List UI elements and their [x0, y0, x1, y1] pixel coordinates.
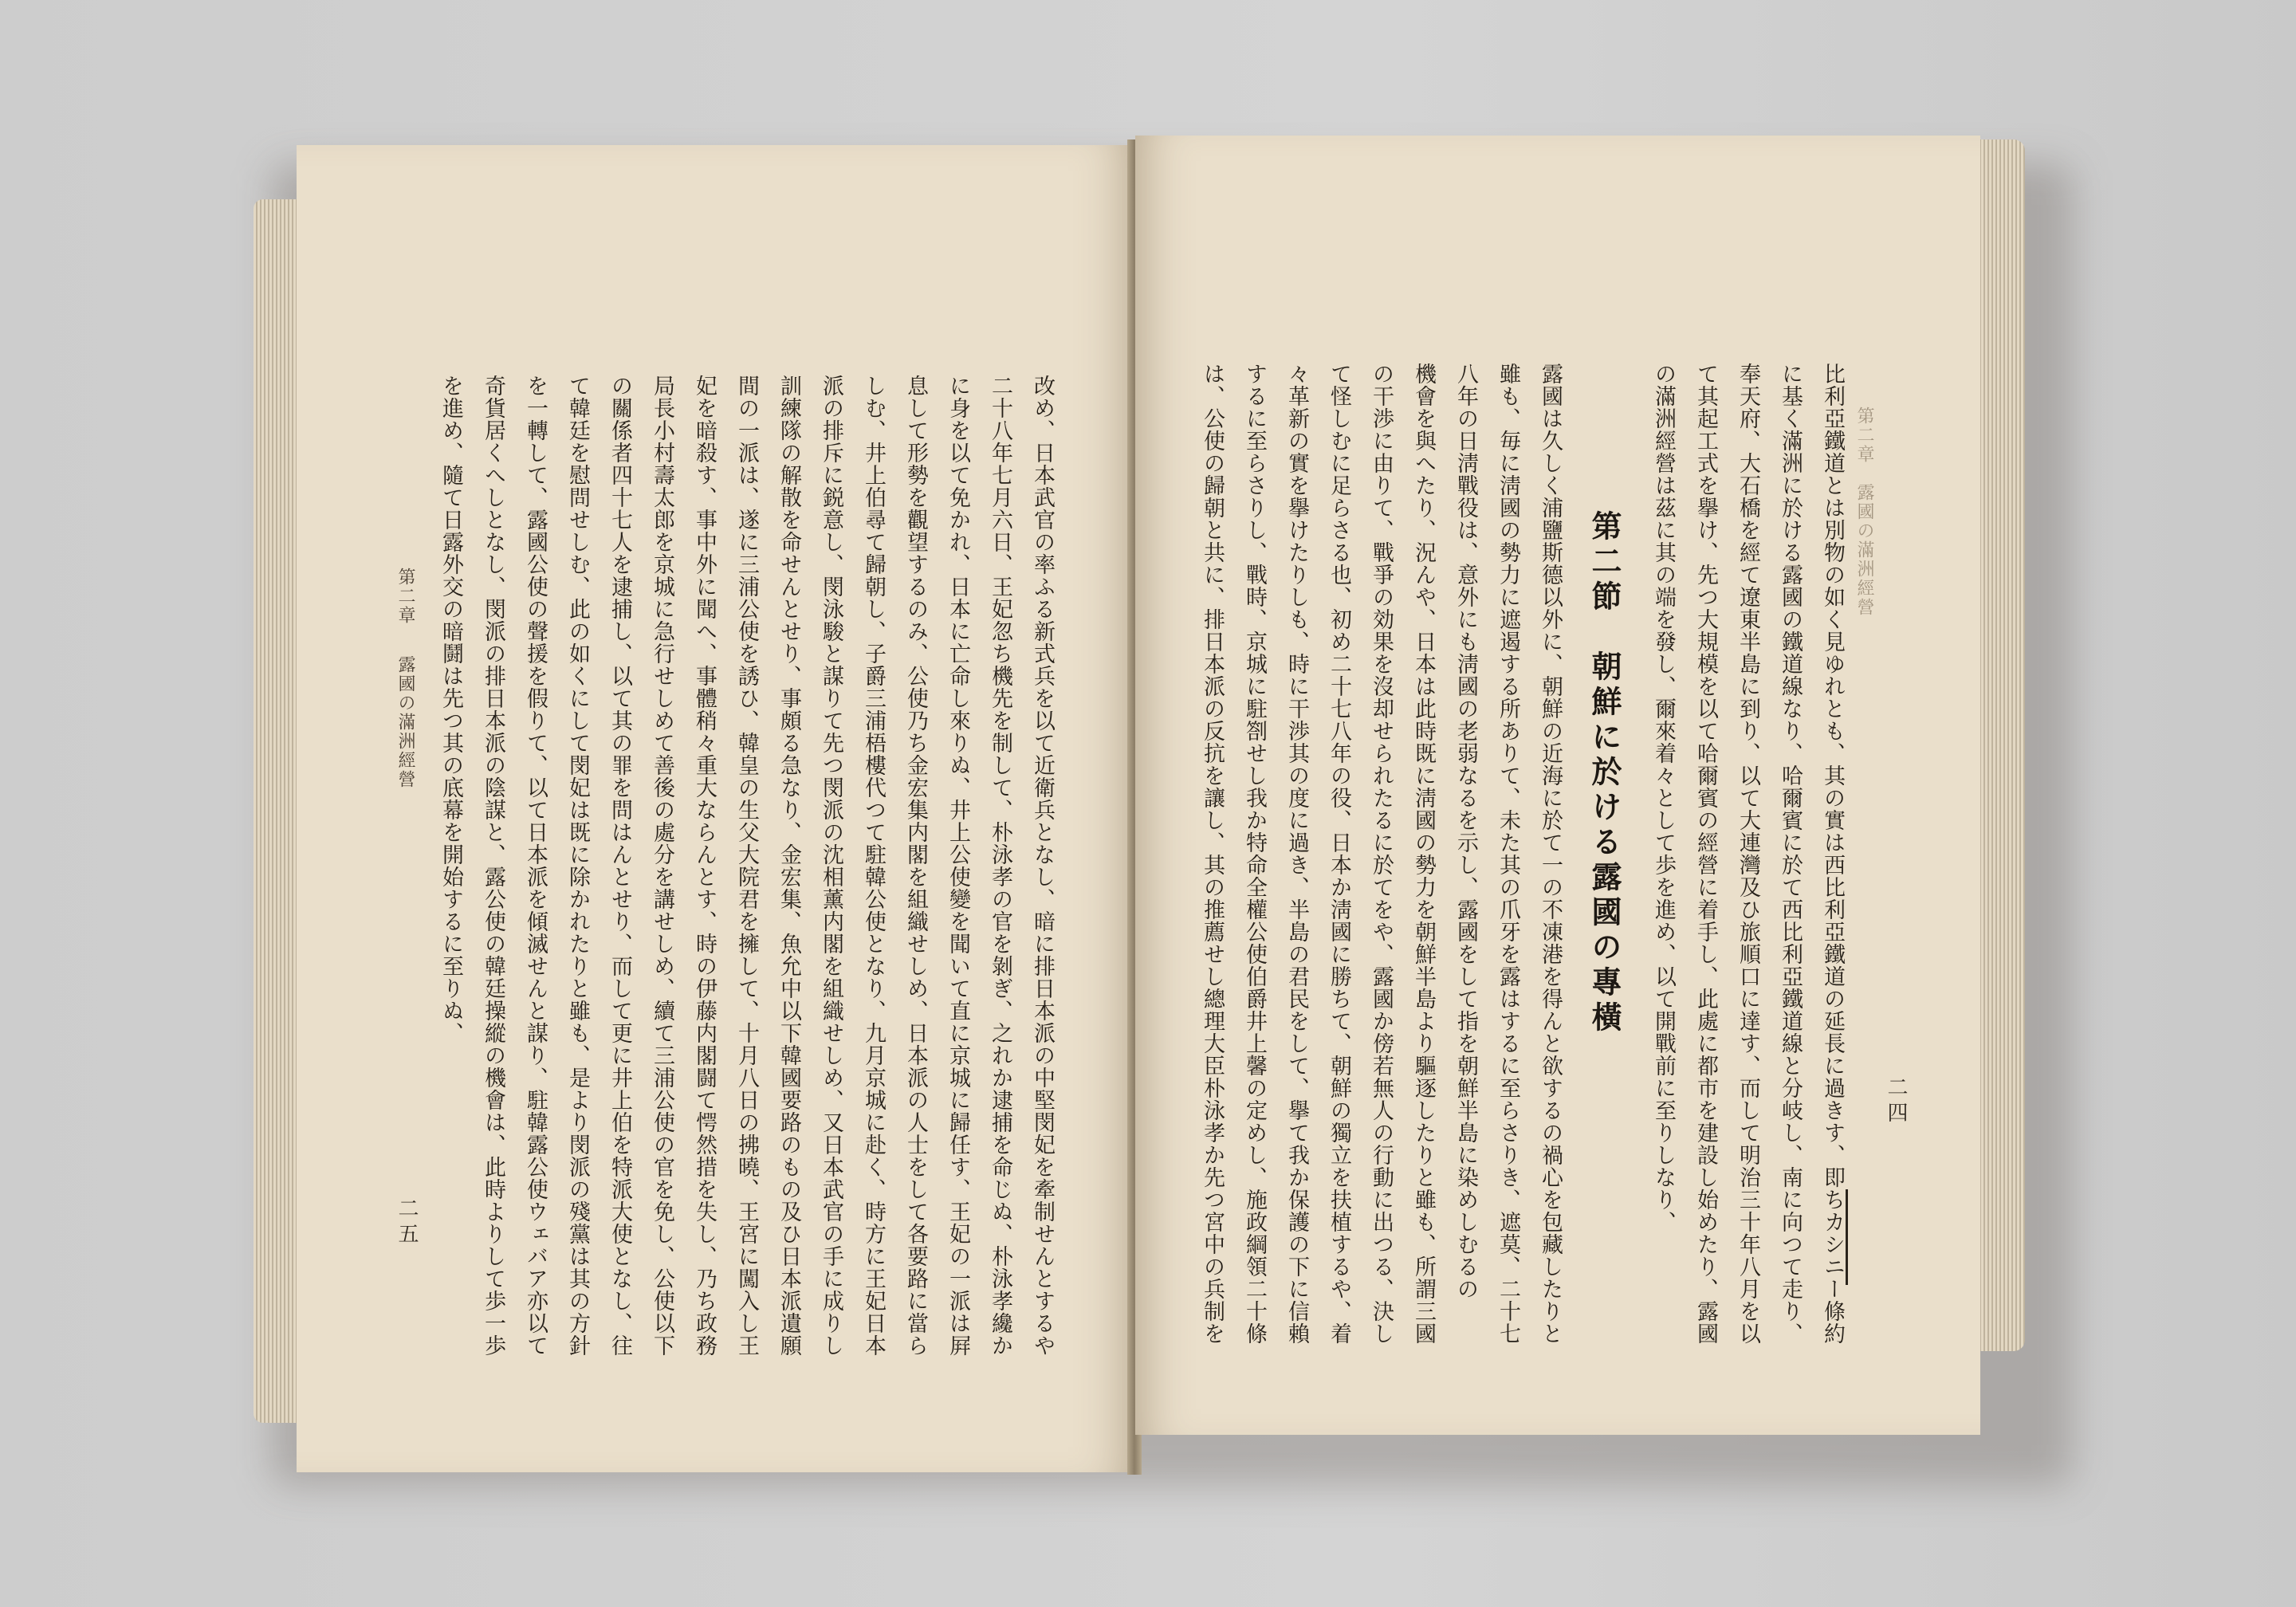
right-text-column-8: 八年の日淸戰役は、意外にも淸國の老弱なるを示し、露國をして指を朝鮮半島に染めしむるの [1453, 363, 1478, 1300]
section-heading: 第二節 朝鮮に於ける露國の專橫 [1586, 510, 1622, 1036]
right-text-column-11: て怪しむに足らさる也、初め二十七八年の役、日本か淸國に勝ちて、朝鮮の獨立を扶植するや、着 [1327, 363, 1351, 1345]
margin-rule-line [1846, 1189, 1848, 1285]
left-text-column-14: 奇貨居くへしとなし、閔派の排日本派の陰謀と、露公使の韓廷操縱の機會は、此時よりして歩一歩 [481, 375, 505, 1357]
left-text-column-1: 改め、日本武官の率ふる新式兵を以て近衛兵となし、暗に排日本派の中堅閔妃を牽制せんとするや [1030, 375, 1055, 1357]
left-text-column-15: を進め、隨て日露外交の暗鬪は先つ其の底幕を開始するに至りぬ、 [438, 375, 463, 1044]
right-text-column-6: 露國は久しく浦鹽斯德以外に、朝鮮の近海に於て一の不凍港を得んと欲するの禍心を包藏したりと [1538, 363, 1563, 1345]
left-text-column-2: 二十八年七月六日、王妃忽ち機先を制して、朴泳孝の官を剝ぎ、之れか逮捕を命じぬ、朴泳孝纔か [988, 375, 1012, 1357]
left-running-head-chapter: 第二章 [395, 568, 415, 625]
left-text-column-4: 息して形勢を觀望するのみ、公使乃ち金宏集内閣を組織せしめ、日本派の人士をして各要路に當ら [903, 375, 928, 1357]
left-text-column-7: 訓練隊の解散を命せんとせり、事頗る急なり、金宏集、魚允中以下韓國要路のもの及ひ日本派遺願 [776, 375, 801, 1357]
left-page-number: 二五 [395, 1197, 419, 1248]
right-page-number: 二四 [1884, 1076, 1908, 1127]
left-text-column-11: の關係者四十七人を逮捕し、以て其の罪を問はんとせり、而して更に井上伯を特派大使となし、往 [607, 375, 632, 1357]
right-text-column-12: 々革新の實を擧けたりしも、時に干渉其の度に過き、半島の君民をして、擧て我か保護の下に信賴 [1284, 363, 1309, 1345]
right-text-column-3: 奉天府、大石橋を經て遼東半島に到り、以て大連灣及ひ旅順口に達す、而して明治三十年八月を以 [1736, 363, 1760, 1345]
left-running-head-title: 露國の滿洲經營 [395, 655, 415, 789]
left-text-column-6: 派の排斥に鋭意し、閔泳駿と謀りて先つ閔派の沈相薰内閣を組織せしめ、又日本武官の手に成りし [819, 375, 843, 1357]
right-text-column-10: の干渉に由りて、戰爭の効果を沒却せられたるに於てをや、露國か傍若無人の行動に出つる、決し [1369, 363, 1394, 1345]
left-page [297, 145, 1134, 1472]
right-text-column-1: 比利亞鐵道とは別物の如く見ゆれとも、其の實は西比利亞鐵道の延長に過きす、即ちカシニー條約 [1820, 363, 1845, 1345]
left-text-column-8: 間の一派は、遂に三浦公使を誘ひ、韓皇の生父大院君を擁して、十月八日の拂曉、王宮に闖入し王 [734, 375, 759, 1357]
left-text-column-9: 妃を暗殺す、事中外に聞へ、事體稍々重大ならんとす、時の伊藤内閣闘て愕然措を失し、乃ち政務 [692, 375, 717, 1357]
right-text-column-5: の滿洲經營は茲に其の端を發し、爾來着々として歩を進め、以て開戰前に至りしなり、 [1651, 363, 1676, 1233]
right-text-column-9: 機會を與へたり、況んや、日本は此時既に淸國の勢力を朝鮮半島より驅逐したりと雖も、所謂三國 [1411, 363, 1436, 1345]
right-text-column-4: て其起工式を擧け、先つ大規模を以て哈爾賓の經營に着手し、此處に都市を建設し始めたり、露國 [1693, 363, 1718, 1345]
right-text-column-13: するに至らさりし、戰時、京城に駐劄せし我か特命全權公使伯爵井上馨の定めし、施政綱領二十條 [1242, 363, 1267, 1345]
left-text-column-3: に身を以て免かれ、日本に亡命し來りぬ、井上公使變を聞いて直に京城に歸任す、王妃の一派は屛 [946, 375, 970, 1357]
right-page [1135, 136, 1980, 1435]
right-text-column-2: に基く滿洲に於ける露國の鐵道線なり、哈爾賓に於て西比利亞鐵道線と分岐し、南に向つて走り、 [1778, 363, 1803, 1345]
right-text-column-14: は、公使の歸朝と共に、排日本派の反抗を讓し、其の推薦せし總理大臣朴泳孝か先つ宮中の兵制を [1200, 363, 1225, 1345]
left-text-column-12: て韓廷を慰問せしむ、此の如くにして閔妃は既に除かれたりと雖も、是より閔派の殘黨は其の方針 [565, 375, 590, 1357]
right-text-column-7: 雖も、毎に淸國の勢力に遮遏する所ありて、未た其の爪牙を露はするに至らさりき、遮莫、二十七 [1496, 363, 1520, 1345]
left-page-edges [254, 199, 300, 1423]
right-running-head: 第二章 露國の滿洲經營 [1854, 407, 1874, 617]
left-text-column-5: しむ、井上伯尋て歸朝し、子爵三浦梧樓代つて駐韓公使となり、九月京城に赴く、時方に王妃日本 [861, 375, 886, 1357]
left-text-column-13: を一轉して、露國公使の聲援を假りて、以て日本派を傾滅せんと謀り、駐韓露公使ウェバア亦以て [523, 375, 548, 1357]
left-text-column-10: 局長小村壽太郎を京城に急行せしめて善後の處分を講せしめ、續て三浦公使の官を免し、公使以下 [650, 375, 674, 1357]
